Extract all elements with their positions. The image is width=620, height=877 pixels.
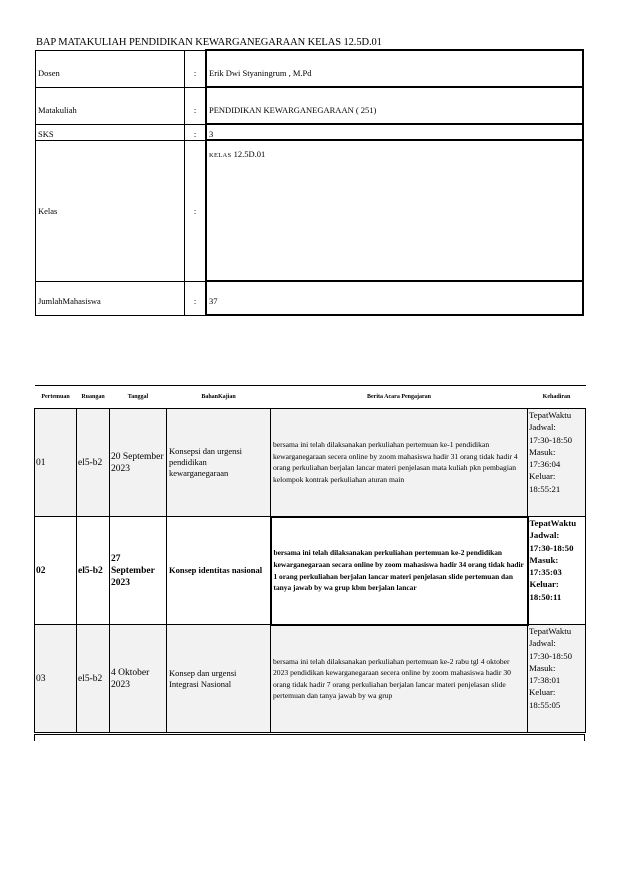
ruangan-cell: el5-b2 [77,517,110,625]
header-kehadiran: Kehadiran [528,386,586,409]
jadwal-value: 17:30-18:50 [529,434,573,445]
separator: : [185,140,207,281]
tanggal-cell: 20 September 2023 [110,409,167,517]
separator: : [185,281,207,315]
separator: : [185,87,207,124]
kehadiran-cell [528,409,586,517]
keluar-label: Keluar: [529,471,556,482]
kelas-value-wrap [209,149,580,159]
info-row-dosen [36,50,584,87]
kelas-prefix: KELAS [209,151,232,159]
bahan-cell: Konsep identitas nasional [167,517,271,625]
bahan-cell: Konsep dan urgensi Integrasi Nasional [167,625,271,733]
berita-cell: bersama ini telah dilaksanakan perkuliahan pertemuan ke-2 rabu tgl 4 oktober 2023 pendidikan kewarganegaraan secera online by zoom mahasiswa hadir 30 orang tidak hadir 7 orang perkuliahan berjalan lancar materi penjelasan slide pertemuan dan tanya jawab by wa grup [271,625,528,733]
kehadiran-cell [528,517,586,625]
jadwal-label: Jadwal: [529,422,556,433]
sks-label: SKS [36,124,185,140]
ruangan-cell: el5-b2 [77,625,110,733]
dosen-label: Dosen [36,50,185,87]
keluar-value: 18:50:11 [529,591,562,602]
table-row [35,409,586,517]
info-row-sks [36,124,584,140]
pertemuan-cell: 03 [35,625,77,733]
page-break-line [34,734,585,735]
info-row-kelas [36,140,584,281]
jumlah-value: 37 [206,281,583,315]
kelas-value: 12.5D.01 [233,148,266,159]
attendance-table [34,385,586,733]
jadwal-value: 17:30-18:50 [529,650,573,661]
keluar-label: Keluar: [529,579,559,590]
jadwal-value: 17:30-18:50 [529,542,574,553]
jadwal-label: Jadwal: [529,638,556,649]
jumlah-label: JumlahMahasiswa [36,281,185,315]
status-text: TepatWaktu [529,410,572,420]
course-info-table [35,49,584,316]
kehadiran-cell [528,625,586,733]
masuk-value: 17:36:04 [529,459,561,470]
jadwal-label: Jadwal: [529,530,560,541]
table-header-row [35,386,586,409]
pertemuan-cell: 02 [35,517,77,625]
masuk-value: 17:35:03 [529,567,562,578]
keluar-value: 18:55:05 [529,699,561,710]
table-row [35,517,586,625]
masuk-value: 17:38:01 [529,675,561,686]
keluar-label: Keluar: [529,687,556,698]
tanggal-cell: 27 September 2023 [110,517,167,625]
header-bahan-kajian: BahanKajian [167,386,271,409]
table-row [35,625,586,733]
pertemuan-cell: 01 [35,409,77,517]
dosen-value: Erik Dwi Styaningrum , M.Pd [206,50,583,87]
berita-cell: bersama ini telah dilaksanakan perkuliahan pertemuan ke-1 pendidikan kewarganegaraan secera online by zoom mahasiswa hadir 31 orang tidak hadir 4 orang perkuliahan berjalan lancar materi penjelasan mata kuliah pkn pembagian kelompok kontrak perkuliahan aturan main [271,409,528,517]
status-text: TepatWaktu [529,518,577,528]
separator: : [185,124,207,140]
ruangan-cell: el5-b2 [77,409,110,517]
separator: : [185,50,207,87]
header-tanggal: Tanggal [110,386,167,409]
status-text: TepatWaktu [529,626,572,636]
kelas-label: Kelas [36,140,185,281]
matakuliah-value: PENDIDIKAN KEWARGANEGARAAN ( 251) [206,87,583,124]
header-pertemuan: Pertemuan [35,386,77,409]
info-row-matakuliah [36,87,584,124]
matakuliah-label: Matakuliah [36,87,185,124]
info-row-jumlah [36,281,584,315]
tanggal-cell: 4 Oktober 2023 [110,625,167,733]
sks-value: 3 [206,124,583,140]
keluar-value: 18:55:21 [529,483,561,494]
masuk-label: Masuk: [529,446,556,457]
document-title: BAP MATAKULIAH PENDIDIKAN KEWARGANEGARAAN KELAS 12.5D.01 [36,37,382,48]
header-berita-acara: Berita Acara Pengajaran [271,386,528,409]
berita-cell: bersama ini telah dilaksanakan perkuliahan pertemuan ke-2 pendidikan kewarganegaraan secara online by zoom mahasiswa hadir 34 orang tidak hadir 1 orang perkuliahan berjalan lancar materi penjelasan slide pertemuan dan tanya jawab by wa grup kbm berjalan lancar [271,517,528,625]
masuk-label: Masuk: [529,662,556,673]
bahan-cell: Konsepsi dan urgensi pendidikan kewarganegaraan [167,409,271,517]
masuk-label: Masuk: [529,554,559,565]
kelas-cell [206,140,583,281]
header-ruangan: Ruangan [77,386,110,409]
